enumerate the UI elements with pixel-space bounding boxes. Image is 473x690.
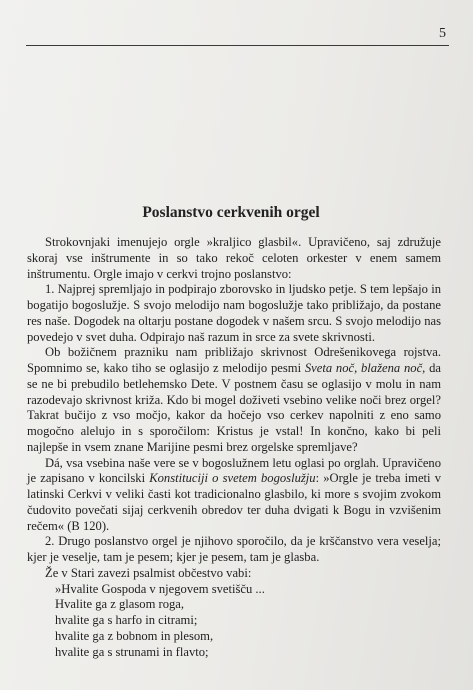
psalm-verse-line: hvalite ga s strunami in flavto; bbox=[55, 644, 209, 659]
paragraph-intro: Strokovnjaki imenujejo orgle »kraljico glasbil«. Upravičeno, saj združuje skoraj vse inštrumente in so tako rekoč celoten orkester v enem samem inštrumentu. Orgle imajo v cerkvi trojno poslanstvo: bbox=[27, 235, 441, 281]
chapter-title: Poslanstvo cerkvenih orgel bbox=[142, 204, 320, 221]
paragraph-christmas-part-2: , da se ne bi prebudilo betlehemsko Dete. V postnem času se oglasijo v molu in nam razodevajo skrivnost križa. Kdo bi mogel doživeti vsebino velike noči brez orgel? Takrat bučijo z vso močjo, kakor da hočejo vso cerkev napolniti z eno samo mogočno alelujo in s sporočilom: Kristus je vstal! In končno, kako bi peli najlepše in vsem znane Marijine pesmi brez orgelske spremljave? bbox=[27, 361, 441, 454]
song-title: Sveta noč, blažena noč bbox=[304, 361, 423, 375]
paragraph-christmas-part-1: Ob božičnem prazniku nam približajo skrivnost Odrešenikovega rojstva. Spomnimo se, kako tiho se oglasijo z melodijo pesmi bbox=[27, 345, 441, 375]
constitution-title: Konstituciji o svetem bogoslužju bbox=[149, 471, 316, 486]
paragraph-psalmist: Že v Stari zavezi psalmist občestvo vabi: bbox=[45, 565, 252, 580]
body-text bbox=[27, 235, 441, 660]
page-number: 5 bbox=[439, 26, 446, 41]
paragraph-christmas bbox=[27, 345, 441, 455]
psalm-verse-line: »Hvalite Gospoda v njegovem svetišču ... bbox=[55, 581, 265, 596]
paragraph-second-mission: 2. Drugo poslanstvo orgel je njihovo sporočilo, da je krščanstvo vera veselja; kjer je veselje, tam je pesem; kjer je pesem, tam je glasba. bbox=[27, 534, 441, 564]
paragraph-council-part-2: : »Orgle je treba imeti v latinski Cerkvi v veliki časti kot tradicionalno glasbilo, ki more s svojim zvokom čudovito povečati sijaj cerkvenih obredov ter duha dvigati k Bogu in vzvišenim rečem« (B 120). bbox=[27, 471, 441, 533]
psalm-verse-line: hvalite ga z bobnom in plesom, bbox=[55, 628, 214, 643]
paragraph-first-mission: 1. Najprej spremljajo in podpirajo zborovsko in ljudsko petje. S tem lepšajo in bogatijo bogoslužje. S svojo melodijo nam bogoslužje tako približajo, da postane res naše. Dogodek na oltarju postane dogodek v našem srcu. S svojo melodijo nas povedejo v svet duha. Odpirajo naš razum in srce za svete skrivnosti. bbox=[27, 282, 441, 344]
psalm-verse-line: hvalite ga s harfo in citrami; bbox=[55, 613, 198, 627]
paragraph-council bbox=[27, 456, 441, 535]
paragraph-council-part-1: Dá, vsa vsebina naše vere se v bogoslužnem letu oglasi po orglah. Upravičeno je zapisano v koncilski bbox=[27, 455, 441, 486]
header-rule bbox=[26, 45, 449, 46]
psalm-verse-line: Hvalite ga z glasom roga, bbox=[55, 597, 185, 612]
